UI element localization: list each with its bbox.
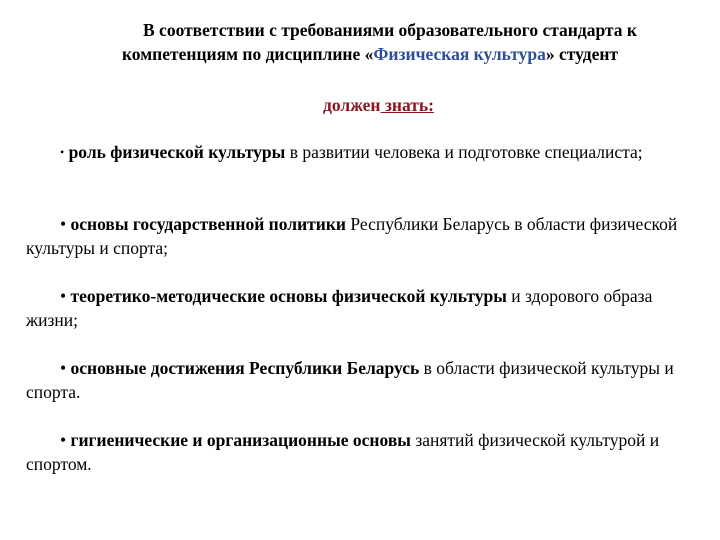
subtitle-must-know: [323, 94, 434, 116]
bullet-icon: •: [60, 214, 67, 234]
subtitle-know: знать:: [380, 95, 434, 115]
list-item-text: занятий физической культурой и спортом.: [26, 430, 660, 474]
list-item: [26, 212, 696, 260]
slide-title: [0, 18, 720, 66]
title-line-2: [0, 42, 720, 66]
list-item: [26, 428, 696, 476]
list-item: [26, 140, 696, 164]
discipline-name: Физическая культура: [373, 44, 546, 64]
title-line-2-start: компетенциям по дисциплине «: [121, 44, 374, 64]
list-item-text: в области физической культуры и спорта.: [26, 358, 674, 402]
list-item-bold: теоретико-методические основы физической культуры: [70, 286, 507, 306]
list-item-bold: основные достижения Республики Беларусь: [70, 358, 420, 378]
subtitle-must: должен: [323, 95, 381, 115]
list-item-text: в развитии человека и подготовке специалиста;: [285, 142, 643, 162]
bullet-icon: •: [60, 286, 67, 306]
list-item-text: Республики Беларусь в области физической культуры и спорта;: [26, 214, 678, 258]
bullet-icon: •: [60, 145, 65, 159]
list-item: [26, 284, 696, 332]
list-item: [26, 356, 696, 404]
list-item-bold: гигиенические и организационные основы: [70, 430, 411, 450]
bullet-icon: •: [60, 358, 67, 378]
list-item-text: и здорового образа жизни;: [26, 286, 653, 330]
title-line-1: В соответствии с требованиями образовательного стандарта к: [143, 20, 637, 40]
title-line-2-end: » студент: [545, 44, 619, 64]
list-item-bold: роль физической культуры: [68, 142, 286, 162]
bullet-icon: •: [60, 430, 67, 450]
list-item-bold: основы государственной политики: [70, 214, 347, 234]
